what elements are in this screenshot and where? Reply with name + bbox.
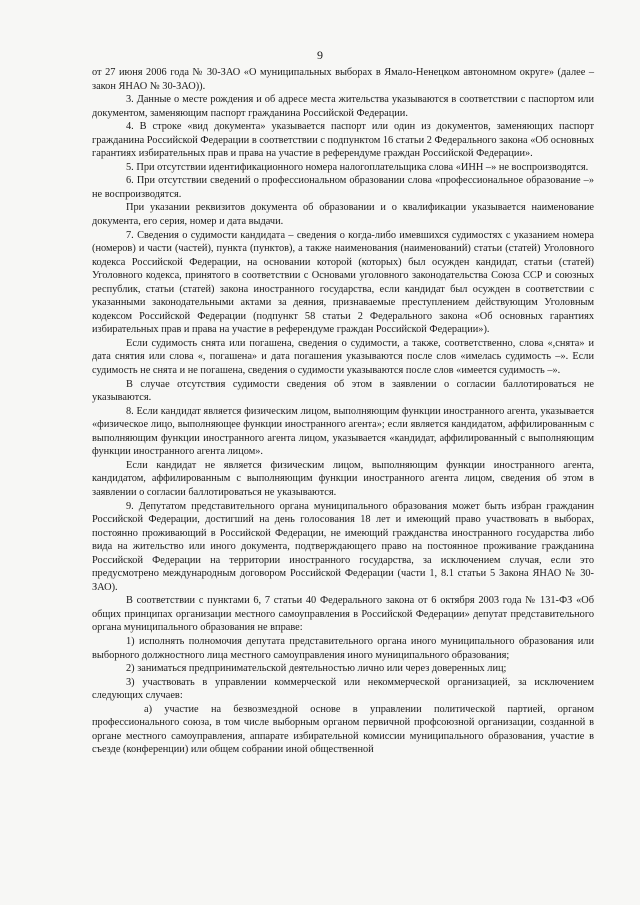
- page-number: 9: [317, 48, 323, 62]
- paragraph: Если кандидат не является физическим лицом, выполняющим функции иностранного агента, кандидатом, аффилированным с выполняющим функции иностранного агента лицом, сведения об этом в заявлении о согласии баллотироваться не указываются.: [92, 459, 594, 498]
- paragraph: 4. В строке «вид документа» указывается паспорт или один из документов, заменяющих паспорт гражданина Российской Федерации в соответствии с подпунктом 16 статьи 2 Федерального закона «Об основных гарантиях избирательных прав и права на участие в референдуме граждан Российской Федерации».: [92, 121, 594, 160]
- paragraph: от 27 июня 2006 года № 30-ЗАО «О муниципальных выборах в Ямало-Ненецком автономном округе» (далее – закон ЯНАО № 30-ЗАО)).: [92, 67, 594, 92]
- paragraph: 2) заниматься предпринимательской деятельностью лично или через доверенных лиц;: [126, 663, 507, 675]
- paragraph: В случае отсутствия судимости сведения об этом в заявлении о согласии баллотироваться не указываются.: [92, 378, 594, 404]
- paragraph: а) участие на безвозмездной основе в управлении политической партией, органом профессионального союза, в том числе выборным органом первичной профсоюзной организации, созданной в органе местного самоуправления, аппарате избирательной комиссии муниципального образования, участие в съезде (конференции) или общем собрании иной общественной: [92, 703, 594, 756]
- document-body: [92, 66, 594, 757]
- paragraph: 3. Данные о месте рождения и об адресе места жительства указываются в соответствии с паспортом или документом, заменяющим паспорт гражданина Российской Федерации.: [92, 94, 594, 119]
- paragraph: 6. При отсутствии сведений о профессиональном образовании слова «профессиональное образование –» не воспроизводятся.: [92, 175, 594, 200]
- paragraph: 7. Сведения о судимости кандидата – сведения о когда-либо имевшихся судимостях с указанием номера (номеров) и части (частей), пункта (пунктов), а также наименования (наименований) статьи (статей) Уголовного кодекса Российской Федерации, на основании которой (которых) был осужден кандидат, статьи (статей) Уголовного кодекса, принятого в соответствии с Основами уголовного законодательства Союза ССР и союзных республик, статьи (статей) закона иностранного государства, если кандидат был осужден в соответствии с указанными законодательными актами за деяния, признаваемые преступлением действующим Уголовным кодексом Российской Федерации (подпункт 58 статьи 2 Федерального закона «Об основных гарантиях избирательных прав и права на участие в референдуме граждан Российской Федерации»).: [92, 229, 594, 336]
- paragraph: В соответствии с пунктами 6, 7 статьи 40 Федерального закона от 6 октября 2003 года № 131-ФЗ «Об общих принципах организации местного самоуправления в Российской Федерации» депутат представительного органа муниципального образования не вправе:: [92, 595, 594, 634]
- paragraph: При указании реквизитов документа об образовании и о квалификации указывается наименование документа, его серия, номер и дата выдачи.: [92, 202, 594, 228]
- paragraph: 5. При отсутствии идентификационного номера налогоплательщика слова «ИНН –» не воспроизводятся.: [126, 161, 589, 173]
- paragraph: 1) исполнять полномочия депутата представительного органа иного муниципального образования или выборного должностного лица местного самоуправления иного муниципального образования;: [92, 635, 594, 661]
- paragraph: 3) участвовать в управлении коммерческой или некоммерческой организацией, за исключением следующих случаев:: [92, 676, 594, 702]
- paragraph: 9. Депутатом представительного органа муниципального образования может быть избран гражданин Российской Федерации, достигший на день голосования 18 лет и имеющий право участвовать в выборах, постоянно проживающий в Российской Федерации, не имеющий гражданства иностранного государства либо вида на жительство или иного документа, подтверждающего право на постоянное проживание гражданина Российской Федерации на территории иностранного государства, за исключением случая, если это предусмотрено международным договором Российской Федерации (части 1, 8.1 статьи 5 Закона ЯНАО № 30-ЗАО).: [92, 500, 594, 593]
- paragraph: Если судимость снята или погашена, сведения о судимости, а также, соответственно, слова «,снята» и дата снятия или слова «, погашена» и дата погашения указываются после слов «имелась судимость –». Если судимость не снята и не погашена, сведения о судимости указываются после слов «имеется судимость –».: [92, 337, 594, 377]
- paragraph: 8. Если кандидат является физическим лицом, выполняющим функции иностранного агента, указывается «физическое лицо, выполняющее функции иностранного агента»; если является кандидатом, аффилированным с выполняющим функции иностранного агента лицом, указывается «кандидат, аффилированный с выполняющим функции иностранного агента лицом».: [92, 405, 594, 458]
